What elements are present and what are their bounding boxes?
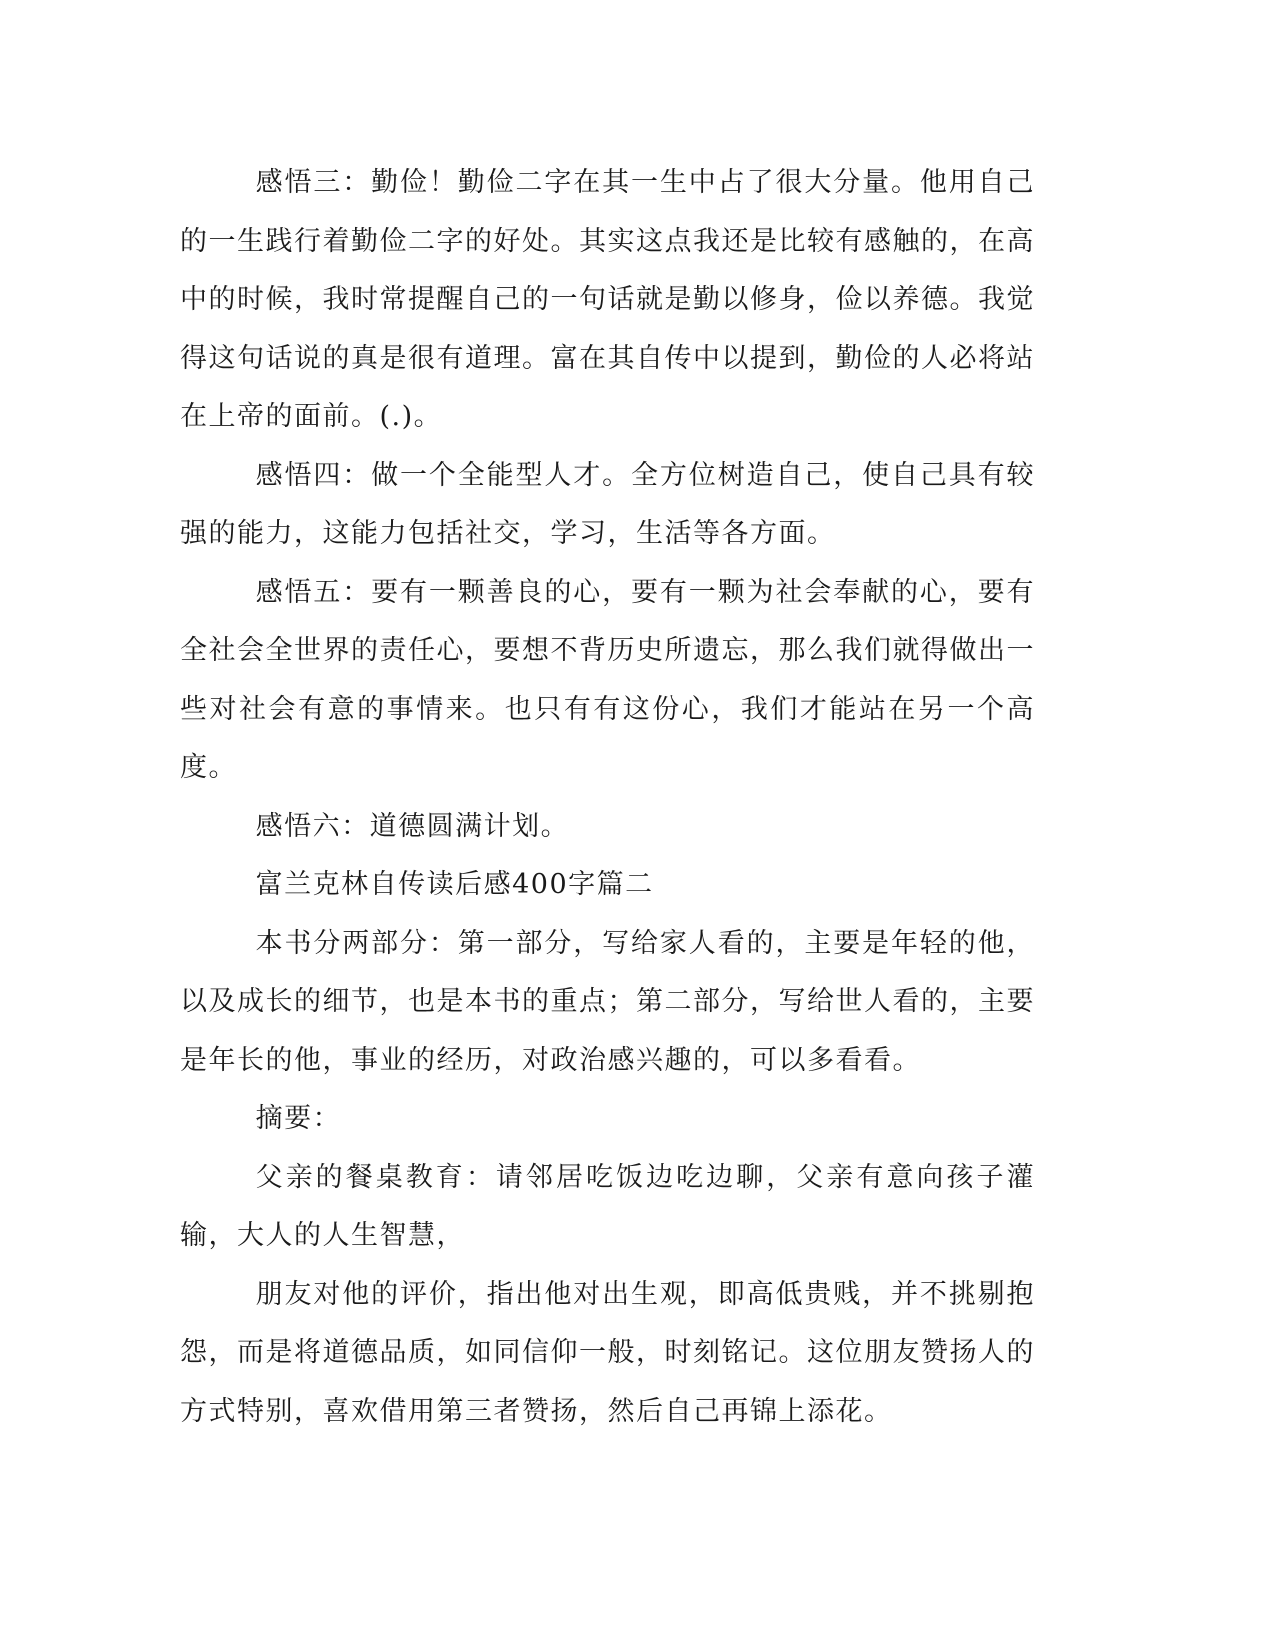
paragraph-friend-evaluation: 朋友对他的评价，指出他对出生观，即高低贵贱，并不挑剔抱怨，而是将道德品质，如同信仰一般，时刻铭记。这位朋友赞扬人的方式特别，喜欢借用第三者赞扬，然后自己再锦上添花。 (180, 1278, 1035, 1427)
paragraph-father-education: 父亲的餐桌教育：请邻居吃饭边吃边聊，父亲有意向孩子灌输，大人的人生智慧， (180, 1161, 1035, 1251)
document-body (180, 154, 1035, 1441)
paragraph-insight-three: 感悟三：勤俭！勤俭二字在其一生中占了很大分量。他用自己的一生践行着勤俭二字的好处。其实这点我还是比较有感触的，在高中的时候，我时常提醒自己的一句话就是勤以修身，俭以养德。我觉得这句话说的真是很有道理。富在其自传中以提到，勤俭的人必将站在上帝的面前。(.)。 (180, 167, 1035, 432)
paragraph-summary-label: 摘要： (255, 1103, 342, 1134)
paragraph-insight-four: 感悟四：做一个全能型人才。全方位树造自己，使自己具有较强的能力，这能力包括社交，学习，生活等各方面。 (180, 459, 1035, 549)
paragraph-insight-six: 感悟六：道德圆满计划。 (255, 810, 570, 842)
paragraph-book-parts: 本书分两部分：第一部分，写给家人看的，主要是年轻的他，以及成长的细节，也是本书的重点；第二部分，写给世人看的，主要是年长的他，事业的经历，对政治感兴趣的，可以多看看。 (180, 927, 1035, 1076)
paragraph-insight-five: 感悟五：要有一颗善良的心，要有一颗为社会奉献的心，要有全社会全世界的责任心，要想不背历史所遗忘，那么我们就得做出一些对社会有意的事情来。也只有有这份心，我们才能站在另一个高度。 (180, 576, 1035, 783)
section-heading: 富兰克林自传读后感400字篇二 (255, 869, 654, 900)
